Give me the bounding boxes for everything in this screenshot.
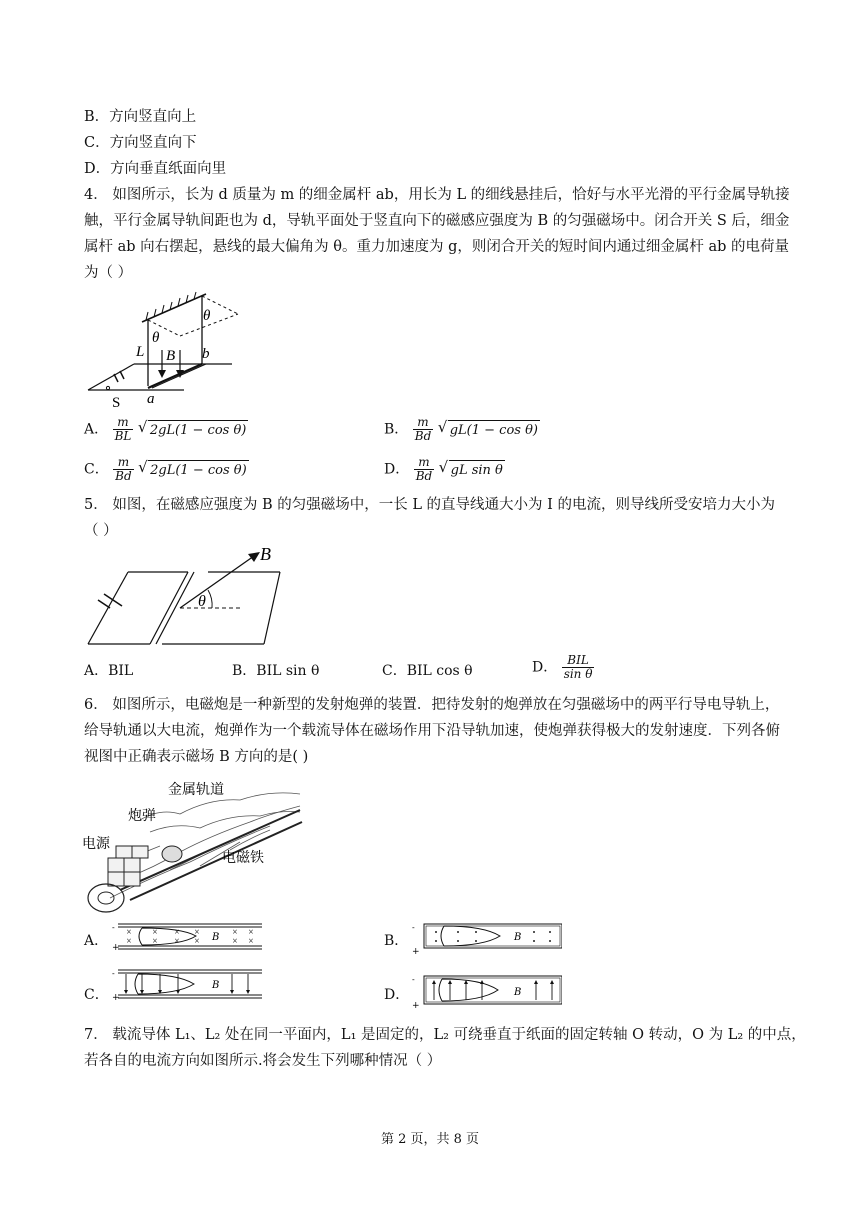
- q6-option-d-figure: [410, 972, 562, 1010]
- svg-text:+: +: [112, 943, 120, 952]
- fraction-numerator: m: [414, 456, 435, 470]
- q5-figure: [84, 540, 284, 650]
- q6-option-c-label: C．: [84, 987, 109, 1003]
- svg-text:-: -: [412, 923, 415, 932]
- svg-text:-: -: [112, 923, 115, 932]
- fraction-denominator: Bd: [415, 469, 433, 483]
- q6-fig-label-shell: 炮弹: [128, 808, 156, 824]
- q4-option-d-sqrt: √ gL sin θ: [449, 460, 505, 480]
- q6-option-d-B: B: [514, 987, 522, 998]
- q4-option-c-label: C．: [84, 461, 109, 478]
- q6-fig-label-power: 电源: [82, 836, 110, 852]
- q4-option-a-sqrt: √ 2gL(1 − cos θ): [148, 420, 249, 440]
- fraction-numerator: BIL: [562, 654, 595, 668]
- q6-text-line1: 6． 如图所示，电磁炮是一种新型的发射炮弹的装置．把待发射的炮弹放在匀强磁场中的两平行导电导轨上，: [84, 697, 780, 713]
- q5-text-line2: （ ）: [84, 523, 118, 539]
- q4-fig-label-B: B: [166, 348, 176, 364]
- q6-option-b-figure: [410, 920, 562, 956]
- q3-option-d: D．方向垂直纸面向里: [84, 161, 227, 177]
- fraction-denominator: Bd: [414, 429, 432, 443]
- q4-fig-label-b: b: [202, 346, 210, 362]
- q6-text-line3: 视图中正确表示磁场 B 方向的是( ): [84, 749, 309, 765]
- q5-fig-label-theta: θ: [198, 593, 206, 610]
- svg-text:×: ×: [194, 928, 200, 936]
- svg-text:×: ×: [152, 937, 158, 945]
- q4-fig-label-S: S: [112, 395, 121, 408]
- q5-option-c: C．BIL cos θ: [382, 663, 473, 679]
- svg-text:×: ×: [126, 928, 132, 936]
- q5-option-d-fraction: [562, 654, 595, 681]
- svg-text:-: -: [112, 969, 115, 978]
- fraction-denominator: Bd: [115, 469, 132, 483]
- q4-text-line2: 触，平行金属导轨间距也为 d，导轨平面处于竖直向下的磁感应强度为 B 的匀强磁场中。闭合开关 S 后，细金: [84, 213, 790, 229]
- q6-fig-label-magnet: 电磁铁: [222, 850, 264, 866]
- svg-text:×: ×: [248, 928, 254, 936]
- q4-fig-label-a: a: [147, 391, 155, 407]
- q4-text-line4: 为（ ）: [84, 265, 133, 281]
- q3-option-c: C．方向竖直向下: [84, 135, 197, 151]
- q5-option-b: B．BIL sin θ: [232, 663, 320, 679]
- q4-figure: [84, 290, 244, 408]
- svg-text:×: ×: [232, 937, 238, 945]
- q4-fig-label-theta: θ: [152, 330, 160, 346]
- svg-text:×: ×: [126, 937, 132, 945]
- q5-option-d: [532, 654, 594, 681]
- fraction-denominator: BL: [114, 429, 132, 443]
- q4-option-d-label: D．: [384, 461, 410, 478]
- svg-text:×: ×: [174, 928, 180, 936]
- q4-fig-label-theta2: θ: [203, 308, 211, 324]
- q6-option-b-B: B: [514, 932, 522, 943]
- q6-option-a-figure: [112, 920, 262, 952]
- q4-option-b-fraction: [413, 416, 434, 443]
- q4-option-b: [384, 416, 540, 443]
- svg-text:+: +: [412, 947, 420, 956]
- q5-option-d-label: D．: [532, 659, 558, 676]
- fraction-numerator: m: [113, 416, 134, 430]
- q7-text-line1: 7． 载流导体 L₁、L₂ 处在同一平面内，L₁ 是固定的，L₂ 可绕垂直于纸面的固定转轴 O 转动，O 为 L₂ 的中点，: [84, 1027, 806, 1043]
- q5-option-a: A．BIL: [84, 663, 134, 679]
- q4-option-d-fraction: [414, 456, 435, 483]
- svg-text:×: ×: [174, 937, 180, 945]
- svg-text:×: ×: [232, 928, 238, 936]
- q4-fig-label-L: L: [136, 344, 145, 360]
- svg-text:+: +: [112, 993, 120, 1002]
- q6-option-c-figure: [112, 966, 262, 1002]
- q6-option-b-label: B．: [384, 933, 409, 949]
- q6-text-line2: 给导轨通以大电流，炮弹作为一个载流导体在磁场作用下沿导轨加速，使炮弹获得极大的发射速度．下列各俯: [84, 723, 780, 739]
- q4-option-b-sqrt: √ gL(1 − cos θ): [448, 420, 540, 440]
- q5-text-line1: 5． 如图，在磁感应强度为 B 的匀强磁场中，一长 L 的直导线通大小为 I 的电流，则导线所受安培力大小为: [84, 497, 775, 513]
- svg-text:×: ×: [152, 928, 158, 936]
- q3-option-b: B．方向竖直向上: [84, 109, 197, 125]
- q4-option-a: [84, 416, 248, 443]
- svg-text:×: ×: [248, 937, 254, 945]
- fraction-denominator: sin θ: [563, 667, 593, 681]
- q4-text-line1: 4． 如图所示，长为 d 质量为 m 的细金属杆 ab，用长为 L 的细线悬挂后，恰好与水平光滑的平行金属导轨接: [84, 187, 790, 203]
- q6-fig-label-rail: 金属轨道: [168, 782, 224, 798]
- q4-option-a-label: A．: [84, 421, 109, 438]
- fraction-numerator: m: [413, 416, 434, 430]
- q4-option-a-fraction: [113, 416, 134, 443]
- q5-fig-label-B: B: [260, 544, 271, 564]
- svg-text:+: +: [412, 1001, 420, 1010]
- q6-option-a-label: A．: [84, 933, 109, 949]
- q4-option-c-fraction: [113, 456, 134, 483]
- q4-option-c-sqrt: √ 2gL(1 − cos θ): [148, 460, 249, 480]
- svg-text:-: -: [412, 975, 415, 984]
- q7-text-line2: 若各自的电流方向如图所示.将会发生下列哪种情况（ ）: [84, 1053, 442, 1069]
- q4-option-c: [84, 456, 249, 483]
- q4-option-b-label: B．: [384, 421, 409, 438]
- q6-option-d-label: D．: [384, 987, 410, 1003]
- q4-option-d: [384, 456, 505, 483]
- page-footer: 第 2 页，共 8 页: [380, 1132, 480, 1147]
- q4-text-line3: 属杆 ab 向右摆起，悬线的最大偏角为 θ。重力加速度为 g，则闭合开关的短时间内通过细金属杆 ab 的电荷量: [84, 239, 790, 255]
- q6-option-a-B: B: [212, 932, 220, 943]
- svg-text:×: ×: [194, 937, 200, 945]
- q6-option-c-B: B: [212, 980, 220, 991]
- q6-illustration: [80, 770, 306, 920]
- fraction-numerator: m: [113, 456, 134, 470]
